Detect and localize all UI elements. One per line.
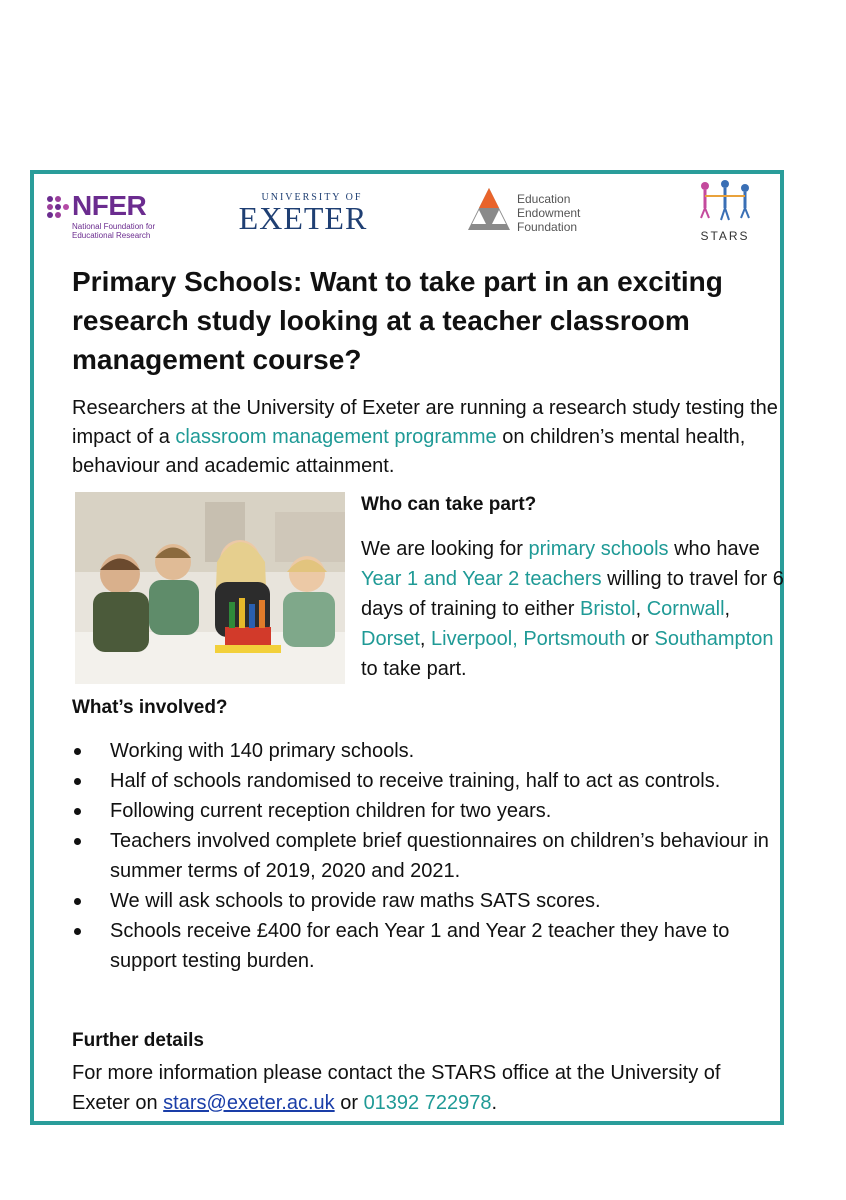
list-item: Schools receive £400 for each Year 1 and Year 2 teacher they have to support testing burden. [72, 916, 772, 976]
eef-line1: Education [517, 192, 571, 206]
sep-1: , [635, 598, 647, 620]
further-title: Further details [72, 1030, 204, 1051]
bullet-icon [74, 778, 81, 785]
city-cornwall: Cornwall [646, 598, 725, 620]
city-bristol: Bristol [580, 598, 636, 620]
who-text-1: We are looking for [361, 538, 529, 560]
eef-line2: Endowment [517, 206, 581, 220]
who-paragraph [361, 534, 791, 684]
list-item: Following current reception children for two years. [72, 796, 772, 826]
classroom-photo [75, 492, 345, 684]
bullet-icon [74, 808, 81, 815]
nfer-name: NFER [72, 190, 147, 221]
city-portsmouth: Portsmouth [523, 628, 626, 650]
who-text-2: who have [668, 538, 760, 560]
intro-paragraph [72, 394, 792, 481]
list-item: We will ask schools to provide raw maths SATS scores. [72, 886, 772, 916]
exeter-logo [238, 192, 368, 242]
exeter-top: UNIVERSITY OF [261, 192, 363, 203]
nfer-logo [46, 192, 176, 242]
city-liverpool: Liverpool, [431, 628, 518, 650]
sep-2: , [724, 598, 731, 620]
list-item: Working with 140 primary schools. [72, 736, 772, 766]
city-southampton: Southampton [654, 628, 774, 650]
who-text-3: willing to travel for 6 days of training to either [361, 568, 784, 620]
nfer-sub2: Educational Research [72, 231, 151, 240]
bullet-icon [74, 898, 81, 905]
page-title: Primary Schools: Want to take part in an exciting research study looking at a teacher classroom management course? [72, 266, 723, 375]
who-primary-schools: primary schools [528, 538, 669, 560]
intro-text-1: Researchers at the University of Exeter are running a research study testing the impact of a [72, 397, 778, 448]
sep-3: , [419, 628, 432, 650]
who-text-4: to take part. [361, 658, 467, 680]
who-title: Who can take part? [361, 494, 537, 515]
who-year-teachers: Year 1 and Year 2 teachers [361, 568, 602, 590]
email-link[interactable]: stars@exeter.ac.uk [163, 1092, 335, 1114]
involved-title: What’s involved? [72, 697, 228, 718]
stars-logo [690, 178, 760, 244]
city-dorset: Dorset [361, 628, 420, 650]
bullet-icon [74, 838, 81, 845]
list-item: Teachers involved complete brief questionnaires on children’s behaviour in summer terms of 2019, 2020 and 2021. [72, 826, 772, 886]
bullet-icon [74, 928, 81, 935]
further-paragraph [72, 1058, 772, 1118]
exeter-main: EXETER [238, 200, 368, 236]
intro-highlight: classroom management programme [175, 426, 497, 448]
list-item: Half of schools randomised to receive training, half to act as controls. [72, 766, 772, 796]
stars-figures-icon [690, 178, 760, 222]
further-text-3: . [491, 1092, 498, 1114]
phone-number: 01392 722978 [363, 1092, 492, 1114]
nfer-sub1: National Foundation for [72, 222, 156, 231]
eef-logo [466, 186, 616, 236]
eef-line3: Foundation [517, 220, 578, 234]
sep-5: or [625, 628, 655, 650]
further-text-2: or [334, 1092, 364, 1114]
eef-triangle-icon [466, 186, 512, 232]
further-text-1: For more information please contact the STARS office at the University of Exeter on [72, 1062, 721, 1114]
bullet-icon [74, 748, 81, 755]
involved-list [72, 736, 772, 976]
intro-text-2: on children’s mental health, behaviour and academic attainment. [72, 426, 746, 477]
stars-name: STARS [700, 229, 750, 243]
